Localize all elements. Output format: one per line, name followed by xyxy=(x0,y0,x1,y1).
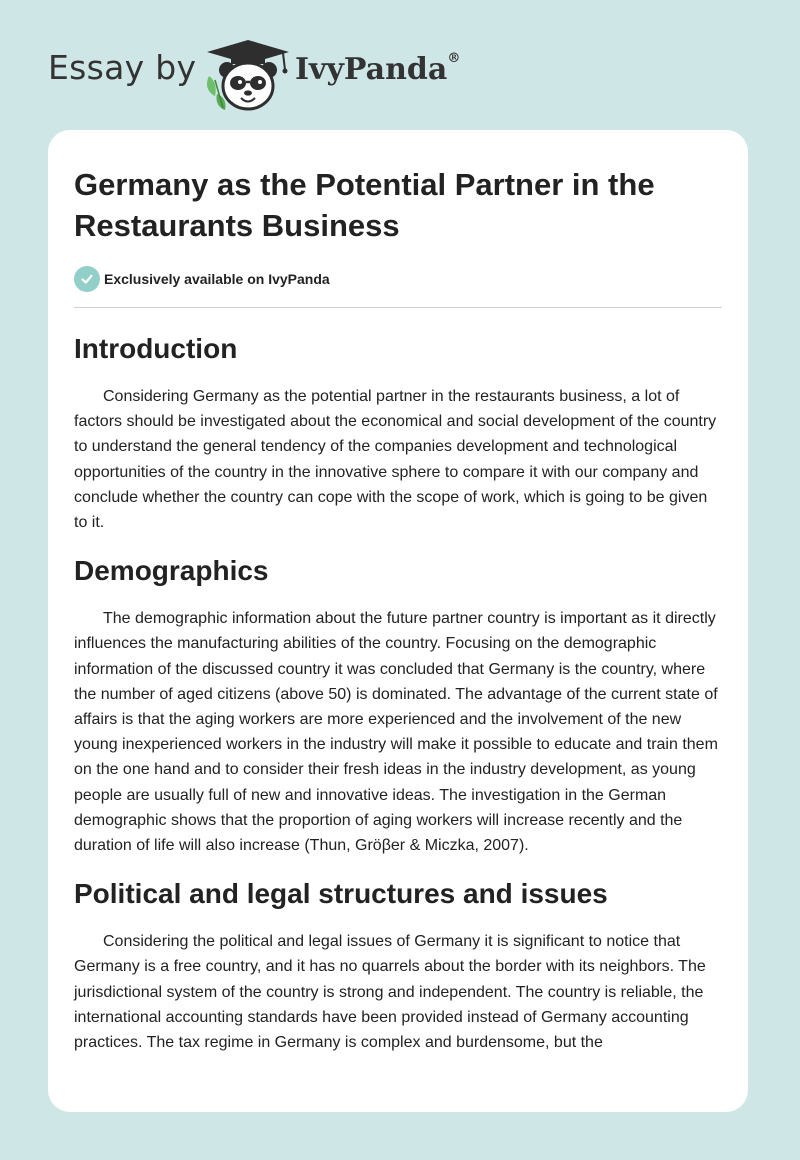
title-divider xyxy=(74,307,722,308)
section-text-political-legal: Considering the political and legal issues of Germany it is significant to notice that Germany is a free country, and it has no quarrels about the border with its neighbors. The jurisdictional system of the country is strong and independent. The country is reliable, the international accounting standards have been provided instead of Germany accounting practices. The tax regime in Germany is complex and burdensome, but the xyxy=(74,933,706,1052)
brand-name xyxy=(295,52,460,87)
exclusive-label: Exclusively available on IvyPanda xyxy=(104,271,330,287)
section-text-demographics: The demographic information about the future partner country is important as it directly influences the manufacturing abilities of the country. Focusing on the demographic information of the discussed country it was concluded that Germany is the country, where the number of aged citizens (above 50) is dominated. The advantage of the current state of affairs is that the aging workers are more experienced and the involvement of the new young inexperienced workers in the industry will make it possible to educate and train them on the one hand and to consider their fresh ideas in the industry development, as young people are usually full of new and innovative ideas. The investigation in the German demographic shows that the proportion of aging workers will increase recently and the duration of life will also increase (Thun, Gröβer & Miczka, 2007). xyxy=(74,610,718,855)
brand-header[interactable] xyxy=(48,30,528,110)
checkmark-icon xyxy=(74,266,100,292)
exclusive-badge-row xyxy=(74,264,722,294)
article-card xyxy=(48,130,748,1112)
panda-graduate-icon xyxy=(203,36,293,112)
brand-lead-text: Essay by xyxy=(48,48,197,87)
section-heading-demographics: Demographics xyxy=(74,555,269,587)
article-title: Germany as the Potential Partner in the Restaurants Business xyxy=(74,167,655,243)
registered-mark: ® xyxy=(447,51,461,66)
brand-name-text: IvyPanda xyxy=(295,52,448,87)
section-heading-introduction: Introduction xyxy=(74,333,238,364)
section-heading-political-legal: Political and legal structures and issues xyxy=(74,878,608,910)
section-text-introduction: Considering Germany as the potential partner in the restaurants business, a lot of factors should be investigated about the economical and social development of the country to understand the general tendency of the companies development and technological opportunities of the country in the innovative sphere to compare it with our company and conclude whether the country can cope with the scope of work, which is going to be given to it. xyxy=(74,388,717,532)
